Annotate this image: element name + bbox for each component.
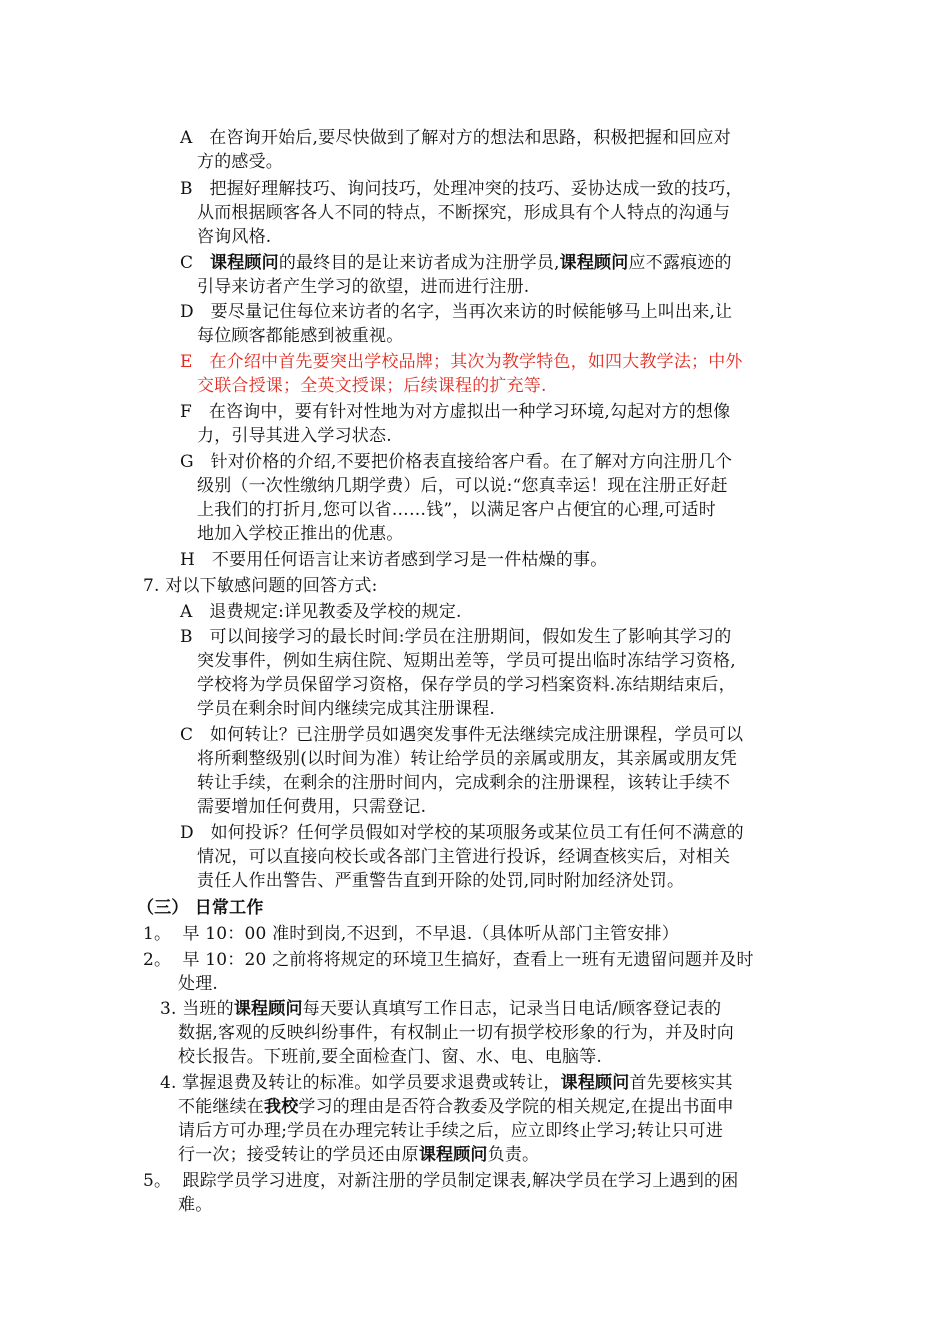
item-7b-line-4: 学员在剩余时间内继续完成其注册课程. (197, 699, 496, 719)
item-7b-line-1: B 可以间接学习的最长时间:学员在注册期间，假如发生了影响其学习的 (180, 627, 732, 647)
item-6a-line-1: A 在咨询开始后,要尽快做到了解对方的想法和思路，积极把握和回应对 (180, 128, 731, 148)
item-3-1-line-1: 1。 早 10：00 准时到岗,不迟到，不早退.（具体听从部门主管安排） (143, 924, 679, 944)
item-6d-line-1: D 要尽量记住每位来访者的名字，当再次来访的时候能够马上叫出来,让 (180, 302, 733, 322)
item-6c-line-2: 引导来访者产生学习的欲望，进而进行注册. (197, 277, 530, 297)
item-3-4-line-3: 请后方可办理;学员在办理完转让手续之后，应立即终止学习;转让只可进 (178, 1121, 724, 1141)
item-7d-line-2: 情况，可以直接向校长或各部门主管进行投诉，经调查核实后，对相关 (197, 847, 731, 867)
item-6e-line-2: 交联合授课；全英文授课；后续课程的扩充等. (197, 376, 547, 396)
item-7b-line-3: 学校将为学员保留学习资格，保存学员的学习档案资料.冻结期结束后， (197, 675, 736, 695)
item-3-3-line-2: 数据,客观的反映纠纷事件，有权制止一切有损学校形象的行为，并及时向 (178, 1023, 735, 1043)
item-3-4-line-2: 不能继续在我校学习的理由是否符合教委及学院的相关规定,在提出书面申 (178, 1097, 735, 1117)
item-7d-line-1: D 如何投诉？任何学员假如对学校的某项服务或某位员工有任何不满意的 (180, 823, 744, 843)
item-3-3-line-1: 3. 当班的课程顾问每天要认真填写工作日志，记录当日电话/顾客登记表的 (160, 999, 722, 1019)
item-6e-line-1: E 在介绍中首先要突出学校品牌；其次为教学特色，如四大教学法；中外 (180, 352, 743, 372)
item-7d-line-3: 责任人作出警告、严重警告直到开除的处罚,同时附加经济处罚。 (197, 871, 685, 891)
item-6b-line-3: 咨询风格. (197, 227, 272, 247)
item-3-5-line-2: 难。 (178, 1195, 213, 1215)
item-6f-line-1: F 在咨询中，要有针对性地为对方虚拟出一种学习环境,勾起对方的想像 (180, 402, 731, 422)
item-7a-line-1: A 退费规定:详见教委及学校的规定. (180, 602, 462, 622)
item-6g-line-3: 上我们的打折月,您可以省……钱”，以满足客户占便宜的心理,可适时 (197, 500, 716, 520)
item-6d-line-2: 每位顾客都能感到被重视。 (197, 326, 404, 346)
section-3-heading: （三） 日常工作 (137, 898, 264, 918)
item-6b-line-1: B 把握好理解技巧、询问技巧，处理冲突的技巧、妥协达成一致的技巧， (180, 179, 743, 199)
section-7-heading: 7. 对以下敏感问题的回答方式: (143, 576, 378, 596)
item-6g-line-1: G 针对价格的介绍,不要把价格表直接给客户看。在了解对方向注册几个 (180, 452, 733, 472)
item-3-3-line-3: 校长报告。下班前,要全面检查门、窗、水、电、电脑等. (178, 1047, 603, 1067)
item-3-4-line-4: 行一次；接受转让的学员还由原课程顾问负责。 (178, 1145, 540, 1165)
item-3-2-line-1: 2。 早 10：20 之前将将规定的环境卫生搞好，查看上一班有无遗留问题并及时 (143, 950, 754, 970)
item-6a-line-2: 方的感受。 (197, 152, 283, 172)
item-6b-line-2: 从而根据顾客各人不同的特点，不断探究，形成具有个人特点的沟通与 (197, 203, 731, 223)
item-6g-line-4: 地加入学校正推出的优惠。 (197, 524, 404, 544)
item-6g-line-2: 级别（一次性缴纳几期学费）后，可以说:“您真幸运！现在注册正好赶 (197, 476, 728, 496)
item-3-4-line-1: 4. 掌握退费及转让的标准。如学员要求退费或转让，课程顾问首先要核实其 (160, 1073, 733, 1093)
item-7b-line-2: 突发事件，例如生病住院、短期出差等，学员可提出临时冻结学习资格, (197, 651, 736, 671)
item-3-5-line-1: 5。 跟踪学员学习进度，对新注册的学员制定课表,解决学员在学习上遇到的困 (143, 1171, 739, 1191)
item-7c-line-4: 需要增加任何费用，只需登记. (197, 797, 427, 817)
item-7c-line-1: C 如何转让？已注册学员如遇突发事件无法继续完成注册课程，学员可以 (180, 725, 744, 745)
item-6h-line-1: H 不要用任何语言让来访者感到学习是一件枯燥的事。 (180, 550, 608, 570)
item-7c-line-2: 将所剩整级别(以时间为准）转让给学员的亲属或朋友，其亲属或朋友凭 (197, 749, 738, 769)
item-6f-line-2: 力，引导其进入学习状态. (197, 426, 392, 446)
item-6c-line-1: C 课程顾问的最终目的是让来访者成为注册学员,课程顾问应不露痕迹的 (180, 253, 732, 273)
item-3-2-line-2: 处理. (178, 974, 219, 994)
item-7c-line-3: 转让手续，在剩余的注册时间内，完成剩余的注册课程，该转让手续不 (197, 773, 731, 793)
